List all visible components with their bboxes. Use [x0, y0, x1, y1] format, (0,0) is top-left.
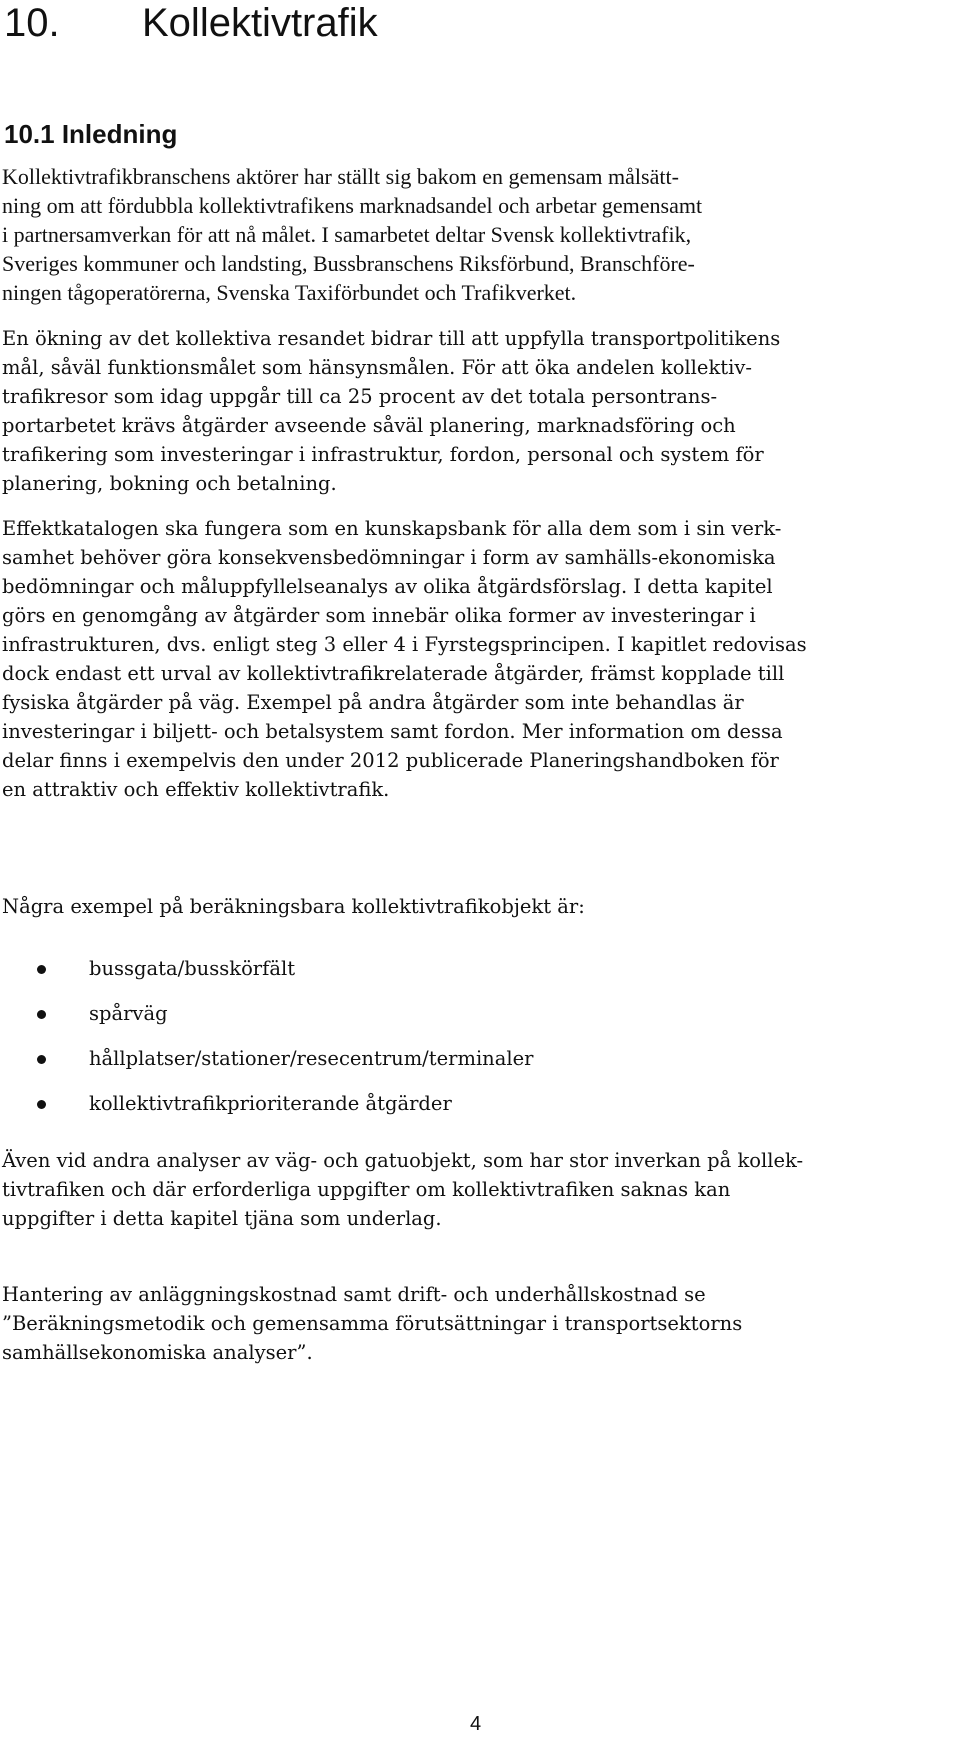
section-title: 10.1 Inledning — [4, 119, 178, 149]
paragraph-transport-goals — [2, 324, 780, 498]
list-item-label: bussgata/busskörfält — [89, 957, 296, 980]
paragraph-line: Några exempel på beräkningsbara kollektivtrafikobjekt är: — [2, 895, 585, 918]
chapter-name: Kollektivtrafik — [142, 1, 378, 45]
bullet-icon — [37, 1010, 46, 1019]
paragraph-line: trafikresor som idag uppgår till ca 25 procent av det totala persontrans- — [2, 385, 718, 408]
paragraph-line: en attraktiv och effektiv kollektivtrafik. — [2, 778, 390, 801]
paragraph-line: bedömningar och måluppfyllelseanalys av olika åtgärdsförslag. I detta kapitel — [2, 575, 773, 598]
paragraph-line: En ökning av det kollektiva resandet bidrar till att uppfylla transportpolitikens — [2, 327, 781, 350]
page-number: 4 — [470, 1713, 482, 1735]
paragraph-line: fysiska åtgärder på väg. Exempel på andra åtgärder som inte behandlas är — [2, 691, 744, 714]
paragraph-line: ning om att fördubbla kollektivtrafikens marknadsandel och arbetar gemensamt — [2, 193, 703, 218]
paragraph-line: mål, såväl funktionsmålet som hänsynsmålen. För att öka andelen kollektiv- — [2, 356, 752, 379]
paragraph-line: ”Beräkningsmetodik och gemensamma förutsättningar i transportsektorns — [2, 1312, 743, 1335]
paragraph-line: Hantering av anläggningskostnad samt drift- och underhållskostnad se — [2, 1283, 706, 1306]
paragraph-line: planering, bokning och betalning. — [2, 472, 337, 495]
list-item-label: hållplatser/stationer/resecentrum/terminaler — [89, 1047, 534, 1070]
paragraph-line: portarbetet krävs åtgärder avseende såväl planering, marknadsföring och — [2, 414, 736, 437]
paragraph-line: Även vid andra analyser av väg- och gatuobjekt, som har stor inverkan på kollek- — [2, 1149, 804, 1172]
paragraph-other-analyses — [2, 1146, 803, 1233]
paragraph-line: trafikering som investeringar i infrastruktur, fordon, personal och system för — [2, 443, 764, 466]
paragraph-line: ningen tågoperatörerna, Svenska Taxiförbundet och Trafikverket. — [2, 280, 577, 305]
paragraph-effect-catalogue — [2, 514, 807, 804]
paragraph-line: samhet behöver göra konsekvensbedömningar i form av samhälls-ekonomiska — [2, 546, 776, 569]
bullet-icon — [37, 965, 46, 974]
paragraph-line: tivtrafiken och där erforderliga uppgifter om kollektivtrafiken saknas kan — [2, 1178, 731, 1201]
paragraph-line: investeringar i biljett- och betalsystem samt fordon. Mer information om dessa — [2, 720, 783, 743]
list-item-label: spårväg — [89, 1002, 168, 1025]
paragraph-line: samhällsekonomiska analyser”. — [2, 1341, 313, 1364]
paragraph-line: i partnersamverkan för att nå målet. I samarbetet deltar Svensk kollektivtrafik, — [2, 222, 692, 247]
paragraph-line: dock endast ett urval av kollektivtrafikrelaterade åtgärder, främst kopplade till — [2, 662, 785, 685]
paragraph-cost-handling — [2, 1280, 742, 1367]
paragraph-line: Effektkatalogen ska fungera som en kunskapsbank för alla dem som i sin verk- — [2, 517, 782, 540]
chapter-number: 10. — [4, 1, 60, 45]
bullet-icon — [37, 1055, 46, 1064]
paragraph-line: görs en genomgång av åtgärder som innebär olika former av investeringar i — [2, 604, 756, 627]
paragraph-line: uppgifter i detta kapitel tjäna som underlag. — [2, 1207, 442, 1230]
paragraph-examples-intro — [2, 892, 585, 921]
paragraph-line: infrastrukturen, dvs. enligt steg 3 eller 4 i Fyrstegsprincipen. I kapitlet redovisas — [2, 633, 807, 656]
chapter-title — [4, 0, 378, 46]
list-item-label: kollektivtrafikprioriterande åtgärder — [89, 1092, 452, 1115]
paragraph-line: delar finns i exempelvis den under 2012 publicerade Planeringshandboken för — [2, 749, 779, 772]
paragraph-line: Sveriges kommuner och landsting, Bussbranschens Riksförbund, Branschföre- — [2, 251, 695, 276]
paragraph-line: Kollektivtrafikbranschens aktörer har ställt sig bakom en gemensam målsätt- — [2, 164, 679, 189]
bullet-icon — [37, 1100, 46, 1109]
paragraph-intro — [2, 162, 702, 307]
